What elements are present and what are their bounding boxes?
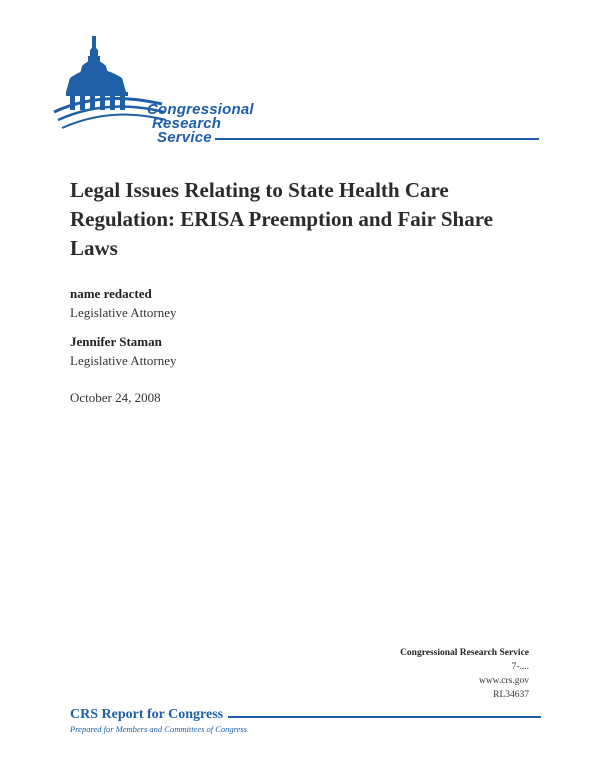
crs-contact-block: [400, 646, 529, 702]
report-date: October 24, 2008: [70, 390, 161, 405]
crs-phone: 7-....: [511, 662, 529, 672]
author-name: name redacted: [70, 286, 152, 301]
crs-website[interactable]: www.crs.gov: [478, 676, 529, 686]
footer-title: CRS Report for Congress: [70, 707, 226, 723]
author-name: Jennifer Staman: [70, 334, 162, 349]
footer-rule: [228, 716, 541, 718]
report-title: Legal Issues Relating to State Health Care Regulation: ERISA Preemption and Fair Share Laws: [70, 178, 493, 260]
crs-name: Congressional Research Service: [400, 648, 529, 658]
report-number: RL34637: [493, 690, 529, 700]
footer-subtitle: Prepared for Members and Committees of Congress: [70, 724, 248, 734]
logo-line-research: Research: [152, 115, 222, 132]
header-rule: [215, 138, 539, 140]
author-role: Legislative Attorney: [70, 353, 177, 368]
logo-line-service: Service: [157, 129, 212, 146]
logo-line-congressional: Congressional: [147, 101, 254, 118]
author-role: Legislative Attorney: [70, 305, 177, 320]
